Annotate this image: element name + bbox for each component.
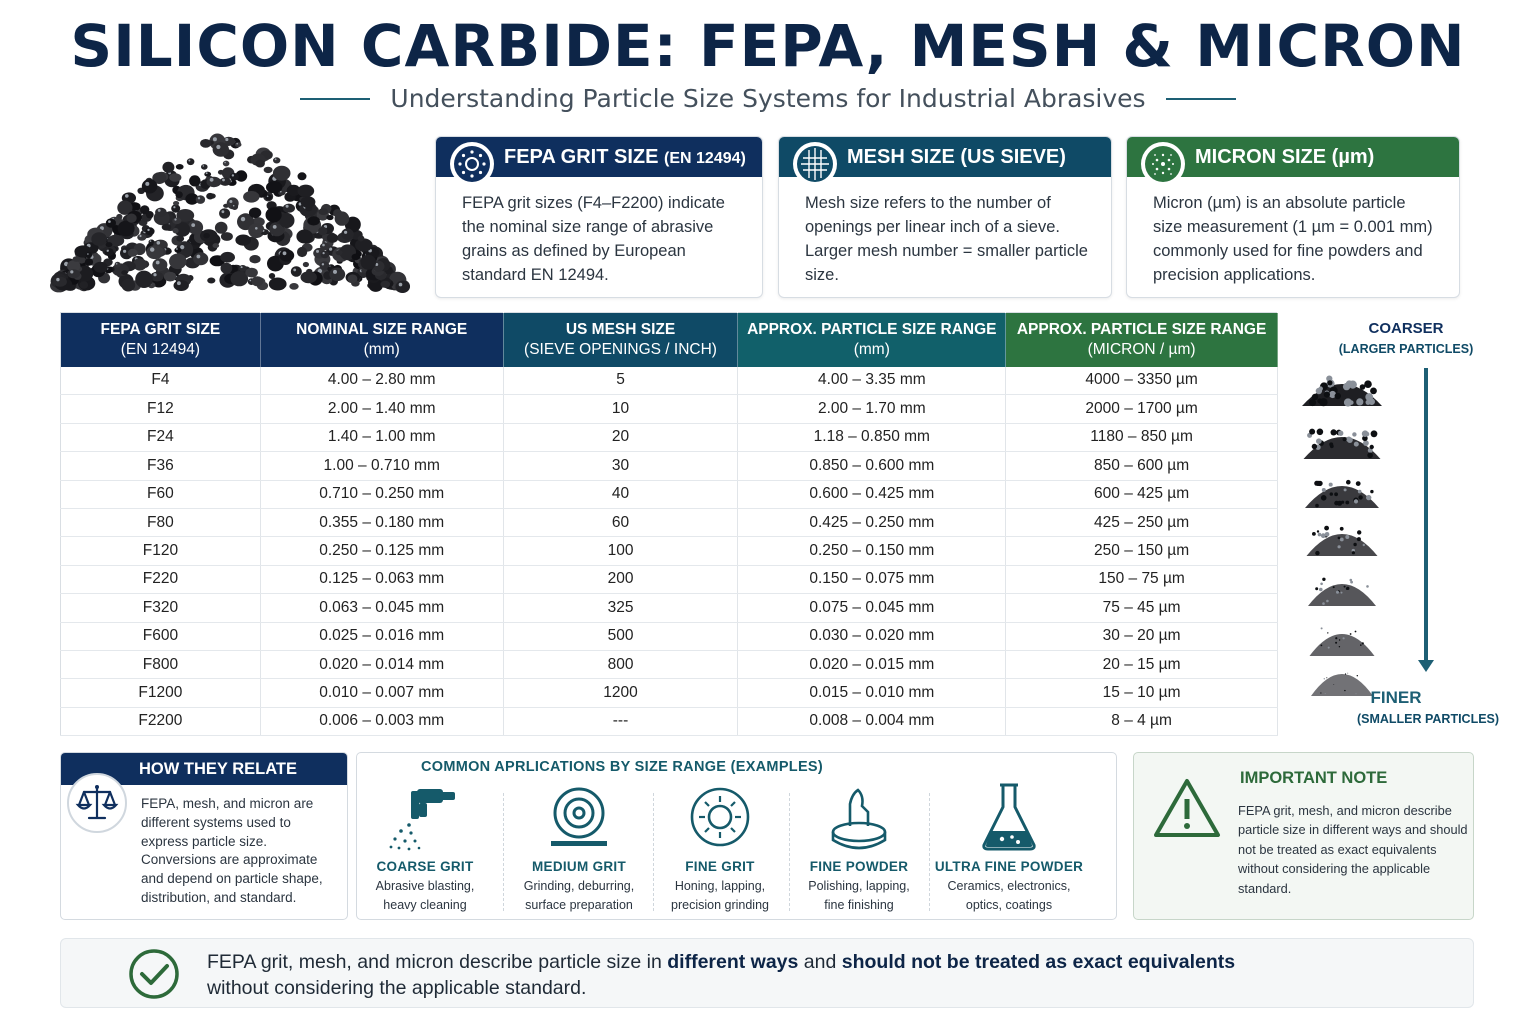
scale-arrow-shaft xyxy=(1424,368,1428,663)
table-cell: 0.850 – 0.600 mm xyxy=(738,452,1006,480)
table-row xyxy=(61,452,1278,480)
micron-card-header xyxy=(1127,137,1459,177)
silicon-carbide-pile-image xyxy=(38,112,423,297)
table-cell: F60 xyxy=(61,480,261,508)
table-cell: 0.075 – 0.045 mm xyxy=(738,594,1006,622)
table-cell: 0.250 – 0.125 mm xyxy=(260,537,503,565)
table-row xyxy=(61,565,1278,593)
important-note-panel xyxy=(1133,752,1474,920)
table-cell: F320 xyxy=(61,594,261,622)
table-cell: F12 xyxy=(61,395,261,423)
header-sublabel: (mm) xyxy=(853,340,890,358)
header-sublabel: (MICRON / µm) xyxy=(1087,340,1196,358)
important-note-text: FEPA grit, mesh, and micron describe particle size in different ways and should not be treated as exact equivalents without considering the applicable standard. xyxy=(1238,803,1468,896)
fepa-card xyxy=(435,136,763,298)
header-label: APPROX. PARTICLE SIZE RANGE xyxy=(1016,320,1267,338)
how-they-relate-title: HOW THEY RELATE xyxy=(61,753,347,785)
table-cell: 1.00 – 0.710 mm xyxy=(260,452,503,480)
table-cell: F24 xyxy=(61,423,261,451)
table-cell: 2000 – 1700 µm xyxy=(1006,395,1278,423)
header-sublabel: (mm) xyxy=(363,340,400,358)
table-cell: 1180 – 850 µm xyxy=(1006,423,1278,451)
table-header-cell xyxy=(1006,313,1278,367)
app-fine-grit xyxy=(657,781,783,915)
header-label: FEPA GRIT SIZE xyxy=(100,320,221,338)
app-desc-line-1: Honing, lapping, xyxy=(674,879,766,893)
table-cell: 0.006 – 0.003 mm xyxy=(260,707,503,735)
header-sublabel: (SIEVE OPENINGS / INCH) xyxy=(524,340,717,358)
grit-icon xyxy=(450,142,494,186)
coarser-sublabel: (LARGER PARTICLES) xyxy=(1338,342,1474,356)
app-desc-line-2: surface preparation xyxy=(525,898,633,912)
table-cell: 0.020 – 0.015 mm xyxy=(738,650,1006,678)
separator xyxy=(653,793,654,911)
table-cell: 0.020 – 0.014 mm xyxy=(260,650,503,678)
table-cell: F220 xyxy=(61,565,261,593)
app-desc-line-2: optics, coatings xyxy=(965,898,1053,912)
table-row xyxy=(61,395,1278,423)
mesh-card-text: Mesh size refers to the number of openings per linear inch of a sieve. Larger mesh number = smaller particle size. xyxy=(805,194,1088,284)
table-cell: 75 – 45 µm xyxy=(1006,594,1278,622)
table-cell: 600 – 425 µm xyxy=(1006,480,1278,508)
mesh-card-title: MESH SIZE (US SIEVE) xyxy=(847,145,1066,168)
app-desc-line-1: Abrasive blasting, xyxy=(375,879,475,893)
app-desc-line-1: Grinding, deburring, xyxy=(523,879,635,893)
table-cell: 0.125 – 0.063 mm xyxy=(260,565,503,593)
separator xyxy=(503,793,504,911)
table-row xyxy=(61,707,1278,735)
important-note-title: IMPORTANT NOTE xyxy=(1240,769,1388,787)
table-header-cell xyxy=(260,313,503,367)
app-name: MEDIUM GRIT xyxy=(531,859,627,874)
table-cell: 250 – 150 µm xyxy=(1006,537,1278,565)
mesh-card-header xyxy=(779,137,1111,177)
divider-left xyxy=(300,98,370,100)
coarser-label: COARSER xyxy=(1368,320,1444,337)
check-circle-icon xyxy=(127,947,181,1006)
table-cell: 0.425 – 0.250 mm xyxy=(738,508,1006,536)
table-cell: 425 – 250 µm xyxy=(1006,508,1278,536)
summary-text xyxy=(207,949,1387,1001)
divider-right xyxy=(1166,98,1236,100)
app-medium-grit xyxy=(509,781,649,915)
table-cell: 4.00 – 2.80 mm xyxy=(260,367,503,395)
table-cell: F120 xyxy=(61,537,261,565)
applications-panel xyxy=(356,752,1117,920)
summary-part-1: FEPA grit, mesh, and micron describe particle size in xyxy=(207,951,668,973)
table-cell: 0.150 – 0.075 mm xyxy=(738,565,1006,593)
finer-sublabel: (SMALLER PARTICLES) xyxy=(1356,712,1500,726)
header-label: US MESH SIZE xyxy=(565,320,676,338)
table-cell: 2.00 – 1.70 mm xyxy=(738,395,1006,423)
separator xyxy=(789,793,790,911)
table-body xyxy=(61,367,1278,736)
page-title: SILICON CARBIDE: FEPA, MESH & MICRON xyxy=(70,12,1466,80)
table-cell: F36 xyxy=(61,452,261,480)
summary-part-2: and xyxy=(798,951,842,973)
table-cell: F1200 xyxy=(61,679,261,707)
blasting-gun-icon xyxy=(361,781,489,853)
flask-icon xyxy=(933,781,1085,853)
app-ultra-fine-powder xyxy=(933,781,1085,915)
micron-card-title: MICRON SIZE (µm) xyxy=(1195,145,1375,168)
table-cell: 1.40 – 1.00 mm xyxy=(260,423,503,451)
table-cell: 60 xyxy=(503,508,738,536)
summary-bold-1: different ways xyxy=(667,951,799,973)
table-cell: 30 xyxy=(503,452,738,480)
balance-scale-icon xyxy=(67,773,127,833)
micron-card xyxy=(1126,136,1460,298)
table-cell: 800 xyxy=(503,650,738,678)
table-cell: 0.015 – 0.010 mm xyxy=(738,679,1006,707)
table-cell: 8 – 4 µm xyxy=(1006,707,1278,735)
header-sublabel: (EN 12494) xyxy=(120,340,201,358)
table-cell: 10 xyxy=(503,395,738,423)
app-desc-line-1: Ceramics, electronics, xyxy=(947,879,1071,893)
table-cell: 0.010 – 0.007 mm xyxy=(260,679,503,707)
app-name: FINE POWDER xyxy=(809,859,909,874)
fepa-card-text: FEPA grit sizes (F4–F2200) indicate the nominal size range of abrasive grains as defined by European standard EN 12494. xyxy=(462,194,725,284)
table-header-cell xyxy=(503,313,738,367)
table-cell: 5 xyxy=(503,367,738,395)
table-cell: 0.355 – 0.180 mm xyxy=(260,508,503,536)
warning-triangle-icon xyxy=(1152,777,1222,844)
table-header-cell xyxy=(738,313,1006,367)
table-cell: 20 – 15 µm xyxy=(1006,650,1278,678)
table-header-row xyxy=(61,313,1278,367)
table-cell: --- xyxy=(503,707,738,735)
table-row xyxy=(61,594,1278,622)
table-cell: 0.063 – 0.045 mm xyxy=(260,594,503,622)
table-cell: 100 xyxy=(503,537,738,565)
mesh-card xyxy=(778,136,1112,298)
table-row xyxy=(61,537,1278,565)
summary-part-3: without considering the applicable standard. xyxy=(207,977,587,999)
table-row xyxy=(61,650,1278,678)
header-label: APPROX. PARTICLE SIZE RANGE xyxy=(747,320,997,338)
subtitle-row xyxy=(0,84,1536,113)
table-cell: 4000 – 3350 µm xyxy=(1006,367,1278,395)
table-cell: 0.710 – 0.250 mm xyxy=(260,480,503,508)
separator xyxy=(929,793,930,911)
table-cell: F800 xyxy=(61,650,261,678)
app-name: FINE GRIT xyxy=(685,859,755,874)
table-cell: 150 – 75 µm xyxy=(1006,565,1278,593)
header-label: NOMINAL SIZE RANGE xyxy=(296,320,468,338)
table-row xyxy=(61,679,1278,707)
table-cell: 4.00 – 3.35 mm xyxy=(738,367,1006,395)
summary-bold-2: should not be treated as exact equivalents xyxy=(841,951,1236,973)
table-row xyxy=(61,508,1278,536)
scale-arrowhead xyxy=(1418,660,1434,672)
applications-title: COMMON APRLICATIONS BY SIZE RANGE (EXAMPLES) xyxy=(420,759,824,775)
table-cell: F2200 xyxy=(61,707,261,735)
size-conversion-table xyxy=(60,312,1278,736)
app-desc-line-2: precision grinding xyxy=(671,898,769,912)
table-cell: 200 xyxy=(503,565,738,593)
table-row xyxy=(61,480,1278,508)
table-row xyxy=(61,367,1278,395)
app-desc-line-2: heavy cleaning xyxy=(383,898,467,912)
how-they-relate-panel xyxy=(60,752,348,920)
fepa-card-title-suffix: (EN 12494) xyxy=(664,149,746,167)
app-name: ULTRA FINE POWDER xyxy=(934,859,1084,874)
micron-dots-icon xyxy=(1141,142,1185,186)
table-row xyxy=(61,622,1278,650)
fepa-card-header xyxy=(436,137,762,177)
table-cell: 0.250 – 0.150 mm xyxy=(738,537,1006,565)
app-desc-line-1: Polishing, lapping, xyxy=(808,879,910,893)
table-cell: 1200 xyxy=(503,679,738,707)
micron-card-text: Micron (µm) is an absolute particle size measurement (1 µm = 0.001 mm) commonly used for fine powders and precision applications. xyxy=(1153,194,1433,284)
app-name: COARSE GRIT xyxy=(376,859,474,874)
polishing-hand-icon xyxy=(793,781,925,853)
table-row xyxy=(61,423,1278,451)
app-coarse-grit xyxy=(361,781,489,915)
app-fine-powder xyxy=(793,781,925,915)
page-subtitle: Understanding Particle Size Systems for Industrial Abrasives xyxy=(390,84,1146,113)
table-cell: 15 – 10 µm xyxy=(1006,679,1278,707)
table-cell: 0.025 – 0.016 mm xyxy=(260,622,503,650)
lapping-disc-icon xyxy=(657,781,783,853)
table-cell: 30 – 20 µm xyxy=(1006,622,1278,650)
particle-size-scale xyxy=(1286,318,1526,738)
mesh-grid-icon xyxy=(793,142,837,186)
table-cell: 325 xyxy=(503,594,738,622)
table-cell: 2.00 – 1.40 mm xyxy=(260,395,503,423)
finer-label: FINER xyxy=(1370,688,1422,707)
table-cell: 40 xyxy=(503,480,738,508)
table-cell: 20 xyxy=(503,423,738,451)
grinding-wheel-icon xyxy=(509,781,649,853)
table-cell: 1.18 – 0.850 mm xyxy=(738,423,1006,451)
fepa-card-title: FEPA GRIT SIZE xyxy=(504,145,659,168)
table-cell: F80 xyxy=(61,508,261,536)
app-desc-line-2: fine finishing xyxy=(824,898,894,912)
table-cell: 0.008 – 0.004 mm xyxy=(738,707,1006,735)
table-cell: 0.030 – 0.020 mm xyxy=(738,622,1006,650)
how-they-relate-text: FEPA, mesh, and micron are different systems used to express particle size. Conversions are approximate and depend on particle shape, distribution, and standard. xyxy=(141,796,323,905)
summary-banner xyxy=(60,938,1474,1008)
table-cell: 850 – 600 µm xyxy=(1006,452,1278,480)
grain-heaps-image xyxy=(1292,318,1392,698)
table-cell: F600 xyxy=(61,622,261,650)
table-cell: F4 xyxy=(61,367,261,395)
table-cell: 0.600 – 0.425 mm xyxy=(738,480,1006,508)
table-cell: 500 xyxy=(503,622,738,650)
table-header-cell xyxy=(61,313,261,367)
